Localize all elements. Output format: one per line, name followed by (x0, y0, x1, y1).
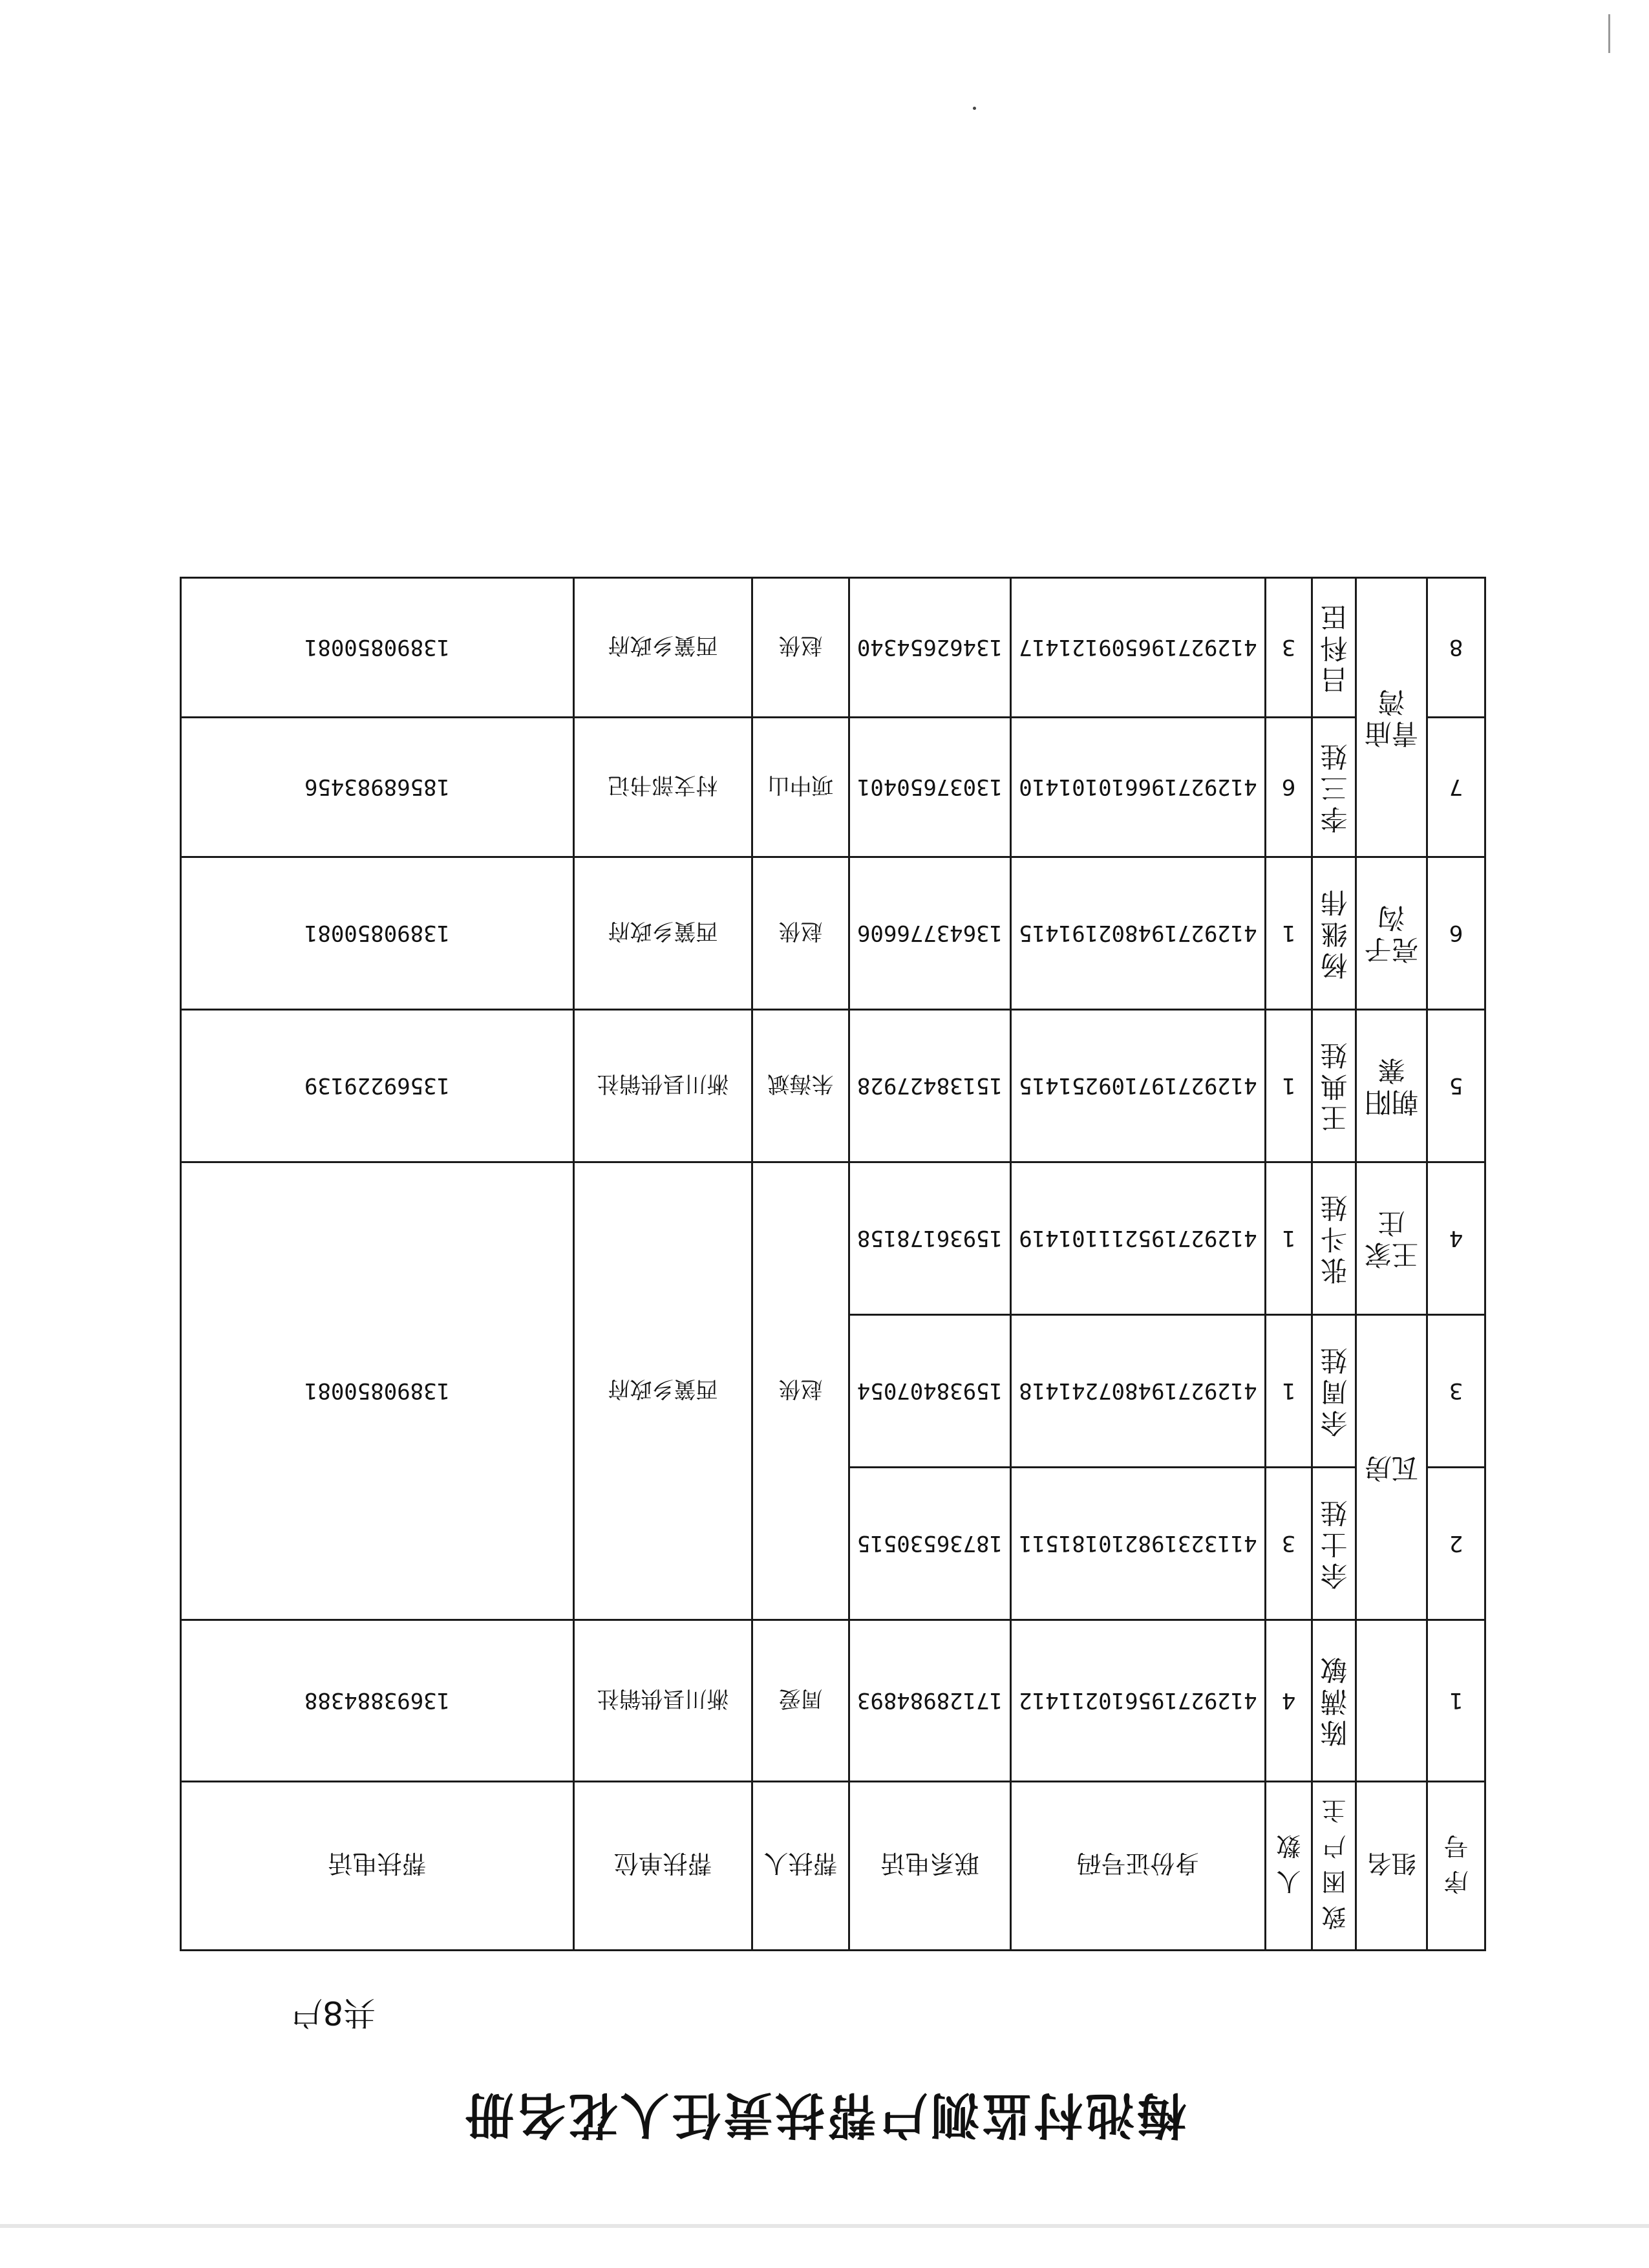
table-row (181, 1468, 1485, 1620)
cell-seq: 6 (1427, 857, 1485, 1010)
cell-group (1356, 1620, 1427, 1782)
cell-householder: 余周娃 (1312, 1315, 1356, 1468)
cell-householder: 王典娃 (1312, 1010, 1356, 1162)
cell-helper-unit: 淅川县供销社 (574, 1010, 752, 1162)
cell-id-number: 412927195211101419 (1011, 1162, 1266, 1315)
cell-helper-phone: 13890850081 (181, 1162, 574, 1620)
table-row (181, 718, 1485, 857)
cell-seq: 4 (1427, 1162, 1485, 1315)
cell-phone: 15138427928 (849, 1010, 1011, 1162)
cell-helper-unit: 西簧乡政府 (574, 857, 752, 1010)
header-row (181, 1782, 1485, 1951)
cell-phone: 13643776606 (849, 857, 1011, 1010)
cell-people: 1 (1266, 1315, 1312, 1468)
cell-helper-unit: 淅川县供销社 (574, 1620, 752, 1782)
cell-seq: 1 (1427, 1620, 1485, 1782)
cell-householder: 李三娃 (1312, 718, 1356, 857)
cell-people: 1 (1266, 1162, 1312, 1315)
table-row (181, 578, 1485, 718)
cell-phone: 17128984893 (849, 1620, 1011, 1782)
header-helper-unit: 帮扶单位 (574, 1782, 752, 1951)
cell-id-number: 412927194807241418 (1011, 1315, 1266, 1468)
cell-helper-phone: 13569229139 (181, 1010, 574, 1162)
cell-seq: 2 (1427, 1468, 1485, 1620)
cell-helper-unit: 西簧乡政府 (574, 578, 752, 718)
table-row (181, 1010, 1485, 1162)
cell-helper-unit: 西簧乡政府 (574, 1162, 752, 1620)
roster-table (180, 577, 1486, 1951)
cell-helper: 赵侠 (752, 578, 849, 718)
header-people: 人数 (1266, 1782, 1312, 1951)
cell-people: 3 (1266, 1468, 1312, 1620)
header-id-number: 身份证号码 (1011, 1782, 1266, 1951)
cell-group: 亮子沟 (1356, 857, 1427, 1010)
cell-helper-phone: 13693884388 (181, 1620, 574, 1782)
cell-people: 1 (1266, 857, 1312, 1010)
cell-helper-phone: 18568983456 (181, 718, 574, 857)
cell-seq: 3 (1427, 1315, 1485, 1468)
table-row (181, 857, 1485, 1010)
cell-id-number: 412927196610101410 (1011, 718, 1266, 857)
cell-people: 6 (1266, 718, 1312, 857)
cell-householder: 余士娃 (1312, 1468, 1356, 1620)
cell-helper: 朱海斌 (752, 1010, 849, 1162)
table-row (181, 1620, 1485, 1782)
cell-people: 1 (1266, 1010, 1312, 1162)
cell-householder: 杨继伟 (1312, 857, 1356, 1010)
cell-helper: 赵侠 (752, 857, 849, 1010)
cell-phone: 15938407054 (849, 1315, 1011, 1468)
cell-helper: 项中山 (752, 718, 849, 857)
cell-householder: 陈满敏 (1312, 1620, 1356, 1782)
cell-householder: 张斗娃 (1312, 1162, 1356, 1315)
cell-helper-unit: 村支部书记 (574, 718, 752, 857)
header-seq: 序号 (1427, 1782, 1485, 1951)
cell-group: 王家庄 (1356, 1162, 1427, 1315)
cell-phone: 18736530515 (849, 1468, 1011, 1620)
cell-helper: 周爱 (752, 1620, 849, 1782)
cell-householder: 吕科臣 (1312, 578, 1356, 718)
scan-edge-mark (1608, 14, 1610, 53)
cell-people: 3 (1266, 578, 1312, 718)
page-title: 梅池村监测户帮扶责任人花名册 (462, 2086, 1187, 2144)
cell-seq: 8 (1427, 578, 1485, 718)
cell-people: 4 (1266, 1620, 1312, 1782)
cell-group: 朝阳寨 (1356, 1010, 1427, 1162)
cell-group: 青庙湾 (1356, 578, 1427, 857)
cell-phone: 13037650401 (849, 718, 1011, 857)
scan-smudge (0, 2224, 1649, 2228)
scan-speck (973, 107, 976, 110)
header-group: 组名 (1356, 1782, 1427, 1951)
cell-id-number: 412927197109251415 (1011, 1010, 1266, 1162)
cell-group: 瓦房 (1356, 1315, 1427, 1620)
header-helper: 帮扶人 (752, 1782, 849, 1951)
cell-id-number: 412927195610211412 (1011, 1620, 1266, 1782)
cell-helper-phone: 13890850081 (181, 578, 574, 718)
cell-seq: 7 (1427, 718, 1485, 857)
cell-phone: 15936178158 (849, 1162, 1011, 1315)
cell-seq: 5 (1427, 1010, 1485, 1162)
cell-helper-phone: 13890850081 (181, 857, 574, 1010)
cell-phone: 13462654340 (849, 578, 1011, 718)
cell-helper: 赵侠 (752, 1162, 849, 1620)
cell-id-number: 412927194802191415 (1011, 857, 1266, 1010)
header-phone: 联系电话 (849, 1782, 1011, 1951)
household-count: 共8户 (290, 1994, 376, 2031)
cell-id-number: 412927196509121417 (1011, 578, 1266, 718)
header-helper-phone: 帮扶电话 (181, 1782, 574, 1951)
header-householder: 致困户主 (1312, 1782, 1356, 1951)
cell-id-number: 411323198210181511 (1011, 1468, 1266, 1620)
